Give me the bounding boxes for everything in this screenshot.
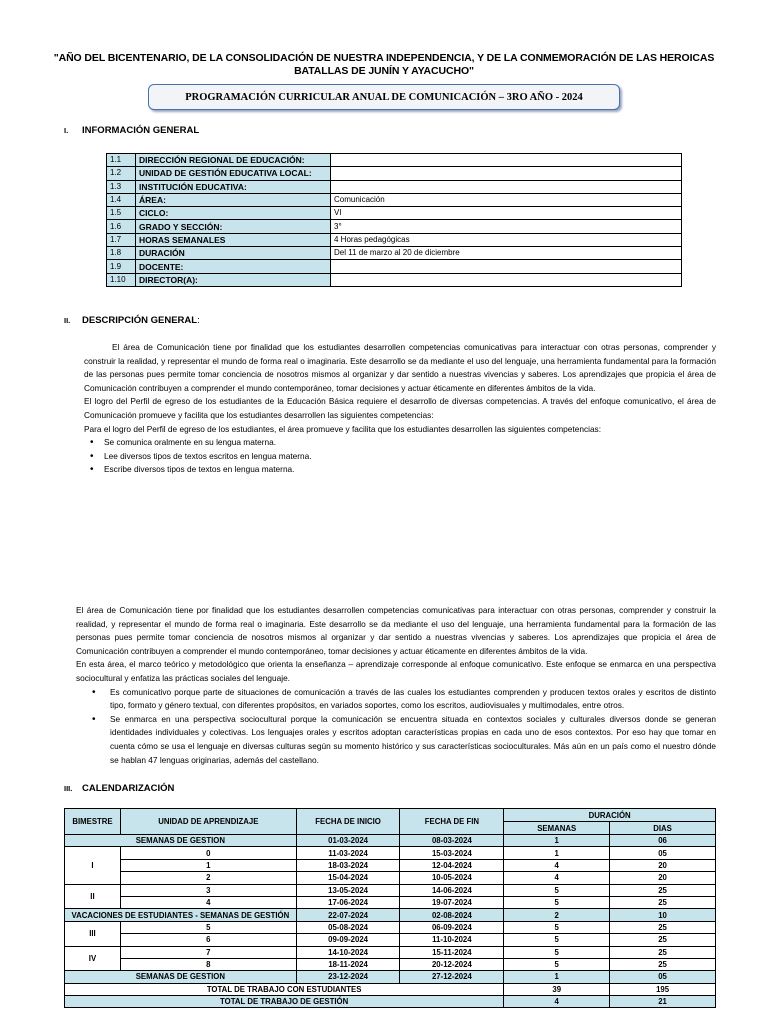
row-label: DOCENTE: (136, 260, 331, 273)
cell: 05-08-2024 (296, 921, 400, 933)
table-row (65, 946, 716, 958)
cell: 11-10-2024 (400, 934, 504, 946)
cell: 5 (120, 921, 296, 933)
header-dias: DIAS (610, 822, 716, 835)
cell: 15-03-2024 (400, 847, 504, 859)
cell: 5 (504, 946, 610, 958)
general-info-table (106, 153, 682, 287)
row-value: VI (331, 207, 682, 220)
cell: 21 (610, 996, 716, 1008)
cell: 25 (610, 958, 716, 970)
cell: 22-07-2024 (296, 909, 400, 921)
row-number: 1.9 (107, 260, 136, 273)
table-row (65, 958, 716, 970)
cell: 5 (504, 934, 610, 946)
cell: 4 (120, 896, 296, 908)
cell: 23-12-2024 (296, 971, 400, 983)
list-item: • Se comunica oralmente en su lengua materna. (84, 436, 716, 450)
cell: 14-06-2024 (400, 884, 504, 896)
header-bimestre: BIMESTRE (65, 809, 121, 835)
table-row (107, 154, 682, 167)
section-2-colon: : (197, 315, 200, 326)
row-value (331, 273, 682, 286)
cell: 7 (120, 946, 296, 958)
table-row (65, 896, 716, 908)
row-number: 1.10 (107, 273, 136, 286)
row-value: 4 Horas pedagógicas (331, 233, 682, 246)
cell: 6 (120, 934, 296, 946)
cell: 0 (120, 847, 296, 859)
cell: 3 (120, 884, 296, 896)
table-row (65, 934, 716, 946)
row-value (331, 167, 682, 180)
table-row (65, 835, 716, 847)
table-row (65, 872, 716, 884)
row-number: 1.1 (107, 154, 136, 167)
program-title-box (148, 84, 620, 110)
row-number: 1.8 (107, 247, 136, 260)
cell: 17-06-2024 (296, 896, 400, 908)
cell: 4 (504, 872, 610, 884)
cell: 05 (610, 971, 716, 983)
vacaciones-label: VACACIONES DE ESTUDIANTES - SEMANAS DE GESTIÓN (65, 909, 297, 921)
cell: 11-03-2024 (296, 847, 400, 859)
row-value (331, 260, 682, 273)
list-item: • Lee diversos tipos de textos escritos en lengua materna. (84, 450, 716, 464)
row-number: 1.7 (107, 233, 136, 246)
cell: 05 (610, 847, 716, 859)
cell: 25 (610, 921, 716, 933)
header-duracion: DURACIÓN (504, 809, 716, 822)
row-label: CICLO: (136, 207, 331, 220)
row-number: 1.6 (107, 220, 136, 233)
paragraph: El logro del Perfil de egreso de los estudiantes de la Educación Básica requiere el desarrollo de diversas competencias. A través del enfoque comunicativo, el área de Comunicación promueve y facilita que los estudiantes desarrollen las siguientes competencias: (84, 396, 716, 420)
cell: 25 (610, 946, 716, 958)
row-number: 1.2 (107, 167, 136, 180)
table-row (65, 884, 716, 896)
cell: 08-03-2024 (400, 835, 504, 847)
cell: 25 (610, 884, 716, 896)
section-3-number: III. (64, 784, 73, 793)
row-value: 3° (331, 220, 682, 233)
table-row (65, 909, 716, 921)
cell: 18-11-2024 (296, 958, 400, 970)
table-row (107, 273, 682, 286)
row-label: DIRECTOR(A): (136, 273, 331, 286)
calendar-table (64, 808, 716, 1008)
program-title: PROGRAMACIÓN CURRICULAR ANUAL DE COMUNICACIÓN – 3RO AÑO - 2024 (185, 91, 583, 103)
cell: 5 (504, 884, 610, 896)
cell: 06 (610, 835, 716, 847)
bimestre-label: I (65, 847, 121, 884)
table-row (107, 233, 682, 246)
cell: 10-05-2024 (400, 872, 504, 884)
list-item: • Escribe diversos tipos de textos en lengua materna. (84, 463, 716, 477)
total-estudiantes-label: TOTAL DE TRABAJO CON ESTUDIANTES (65, 983, 504, 995)
row-label: DURACIÓN (136, 247, 331, 260)
cell: 02-08-2024 (400, 909, 504, 921)
description-block-1 (84, 341, 716, 477)
cell: 10 (610, 909, 716, 921)
list-item: • Es comunicativo porque parte de situaciones de comunicación a través de las cuales los estudiantes comprenden y producen textos orales y escritos de distinto tipo, formato y género textual, con diferentes propósitos, en variados soportes, como los escritos, audiovisuales y multimodales, entre otros. (76, 686, 716, 713)
row-number: 1.4 (107, 193, 136, 206)
cell: 2 (120, 872, 296, 884)
cell: 1 (504, 835, 610, 847)
cell: 4 (504, 859, 610, 871)
competencies-list (84, 436, 716, 477)
cell: 27-12-2024 (400, 971, 504, 983)
cell: 1 (504, 847, 610, 859)
section-2-heading (64, 315, 200, 326)
cell: 09-09-2024 (296, 934, 400, 946)
cell: 20 (610, 859, 716, 871)
cell: 15-11-2024 (400, 946, 504, 958)
bimestre-label: II (65, 884, 121, 909)
cell: 195 (610, 983, 716, 995)
section-1-title: INFORMACIÓN GENERAL (82, 125, 200, 136)
row-label: ÁREA: (136, 193, 331, 206)
table-row (107, 193, 682, 206)
table-row (107, 180, 682, 193)
total-gestion-label: TOTAL DE TRABAJO DE GESTIÓN (65, 996, 504, 1008)
cell: 5 (504, 958, 610, 970)
cell: 8 (120, 958, 296, 970)
table-row (65, 983, 716, 995)
cell: 20 (610, 872, 716, 884)
cell: 1 (120, 859, 296, 871)
cell: 12-04-2024 (400, 859, 504, 871)
row-number: 1.5 (107, 207, 136, 220)
header-unidad: UNIDAD DE APRENDIZAJE (120, 809, 296, 835)
paragraph: El área de Comunicación tiene por finalidad que los estudiantes desarrollen competencias comunicativas para interactuar con otras personas, comprender y construir la realidad, y representar el mundo de forma real o imaginaria. Este desarrollo se da mediante el uso del lenguaje, una herramienta fundamental para la formación de las personas pues permite tomar conciencia de nosotros mismos al organizar y dar sentido a nuestras vivencias y saberes. Los aprendizajes que propicia el área de Comunicación contribuyen a comprender el mundo contemporáneo, tomar decisiones y actuar éticamente en diferentes ámbitos de la vida. (76, 605, 716, 656)
cell: 2 (504, 909, 610, 921)
row-value (331, 154, 682, 167)
header-fecha-fin: FECHA DE FIN (400, 809, 504, 835)
cell: 06-09-2024 (400, 921, 504, 933)
row-label: GRADO Y SECCIÓN: (136, 220, 331, 233)
row-label: HORAS SEMANALES (136, 233, 331, 246)
bimestre-label: IV (65, 946, 121, 971)
row-label: DIRECCIÓN REGIONAL DE EDUCACIÓN: (136, 154, 331, 167)
description-block-2 (76, 604, 716, 767)
table-row (65, 996, 716, 1008)
row-label: UNIDAD DE GESTIÓN EDUCATIVA LOCAL: (136, 167, 331, 180)
table-row (107, 247, 682, 260)
table-row (107, 207, 682, 220)
row-value: Comunicación (331, 193, 682, 206)
table-header-row (65, 809, 716, 822)
gestion-label: SEMANAS DE GESTION (65, 971, 297, 983)
cell: 19-07-2024 (400, 896, 504, 908)
cell: 5 (504, 896, 610, 908)
row-number: 1.3 (107, 180, 136, 193)
table-row (107, 167, 682, 180)
list-item: • Se enmarca en una perspectiva sociocultural porque la comunicación se encuentra situada en contextos sociales y culturales diversos donde se generan identidades individuales y colectivas. Los lenguajes orales y escritos adoptan características propias en cada uno de esos contextos. Por eso hay que tomar en cuenta cómo se usa el lenguaje en diversas culturas según su momento histórico y sus características socioculturales. Más aún en un país como el nuestro dónde se hablan 47 lenguas originarias, además del castellano. (76, 713, 716, 767)
header-fecha-inicio: FECHA DE INICIO (296, 809, 400, 835)
section-3-title: CALENDARIZACIÓN (82, 783, 175, 794)
table-row (65, 859, 716, 871)
approach-list (76, 686, 716, 768)
section-1-number: I. (64, 126, 69, 135)
row-value: Del 11 de marzo al 20 de diciembre (331, 247, 682, 260)
cell: 39 (504, 983, 610, 995)
paragraph: En esta área, el marco teórico y metodológico que orienta la enseñanza – aprendizaje corresponde al enfoque comunicativo. Este enfoque se enmarca en una perspectiva sociocultural y enfatiza las prácticas sociales del lenguaje. (76, 659, 716, 683)
section-3-heading (64, 783, 174, 794)
section-2-title: DESCRIPCIÓN GENERAL (82, 315, 198, 326)
section-2-number: II. (64, 316, 71, 325)
table-row (107, 260, 682, 273)
table-row (65, 847, 716, 859)
cell: 1 (504, 971, 610, 983)
section-1-heading (64, 125, 199, 136)
cell: 25 (610, 896, 716, 908)
table-row (65, 921, 716, 933)
cell: 20-12-2024 (400, 958, 504, 970)
bimestre-label: III (65, 921, 121, 946)
row-value (331, 180, 682, 193)
cell: 18-03-2024 (296, 859, 400, 871)
document-motto: "AÑO DEL BICENTENARIO, DE LA CONSOLIDACIÓN DE NUESTRA INDEPENDENCIA, Y DE LA CONMEMORACIÓN DE LAS HEROICAS BATALLAS DE JUNÍN Y AYACUCHO" (53, 52, 715, 77)
paragraph: El área de Comunicación tiene por finalidad que los estudiantes desarrollen competencias comunicativas para interactuar con otras personas, comprender y construir la realidad, y representar el mundo de forma real o imaginaria. Este desarrollo se da mediante el uso del lenguaje, una herramienta fundamental para la formación de las personas pues permite tomar conciencia de nosotros mismos al organizar y dar sentido a nuestras vivencias y saberes. Los aprendizajes que propicia el área de Comunicación contribuyen a comprender el mundo contemporáneo, tomar decisiones y actuar éticamente en diferentes ámbitos de la vida. (84, 342, 716, 393)
row-label: INSTITUCIÓN EDUCATIVA: (136, 180, 331, 193)
cell: 4 (504, 996, 610, 1008)
table-row (65, 971, 716, 983)
cell: 14-10-2024 (296, 946, 400, 958)
cell: 13-05-2024 (296, 884, 400, 896)
paragraph: Para el logro del Perfil de egreso de los estudiantes, el área promueve y facilita que los estudiantes desarrollen las siguientes competencias: (84, 423, 602, 434)
table-row (107, 220, 682, 233)
cell: 25 (610, 934, 716, 946)
gestion-label: SEMANAS DE GESTION (65, 835, 297, 847)
cell: 01-03-2024 (296, 835, 400, 847)
header-semanas: SEMANAS (504, 822, 610, 835)
cell: 5 (504, 921, 610, 933)
cell: 15-04-2024 (296, 872, 400, 884)
